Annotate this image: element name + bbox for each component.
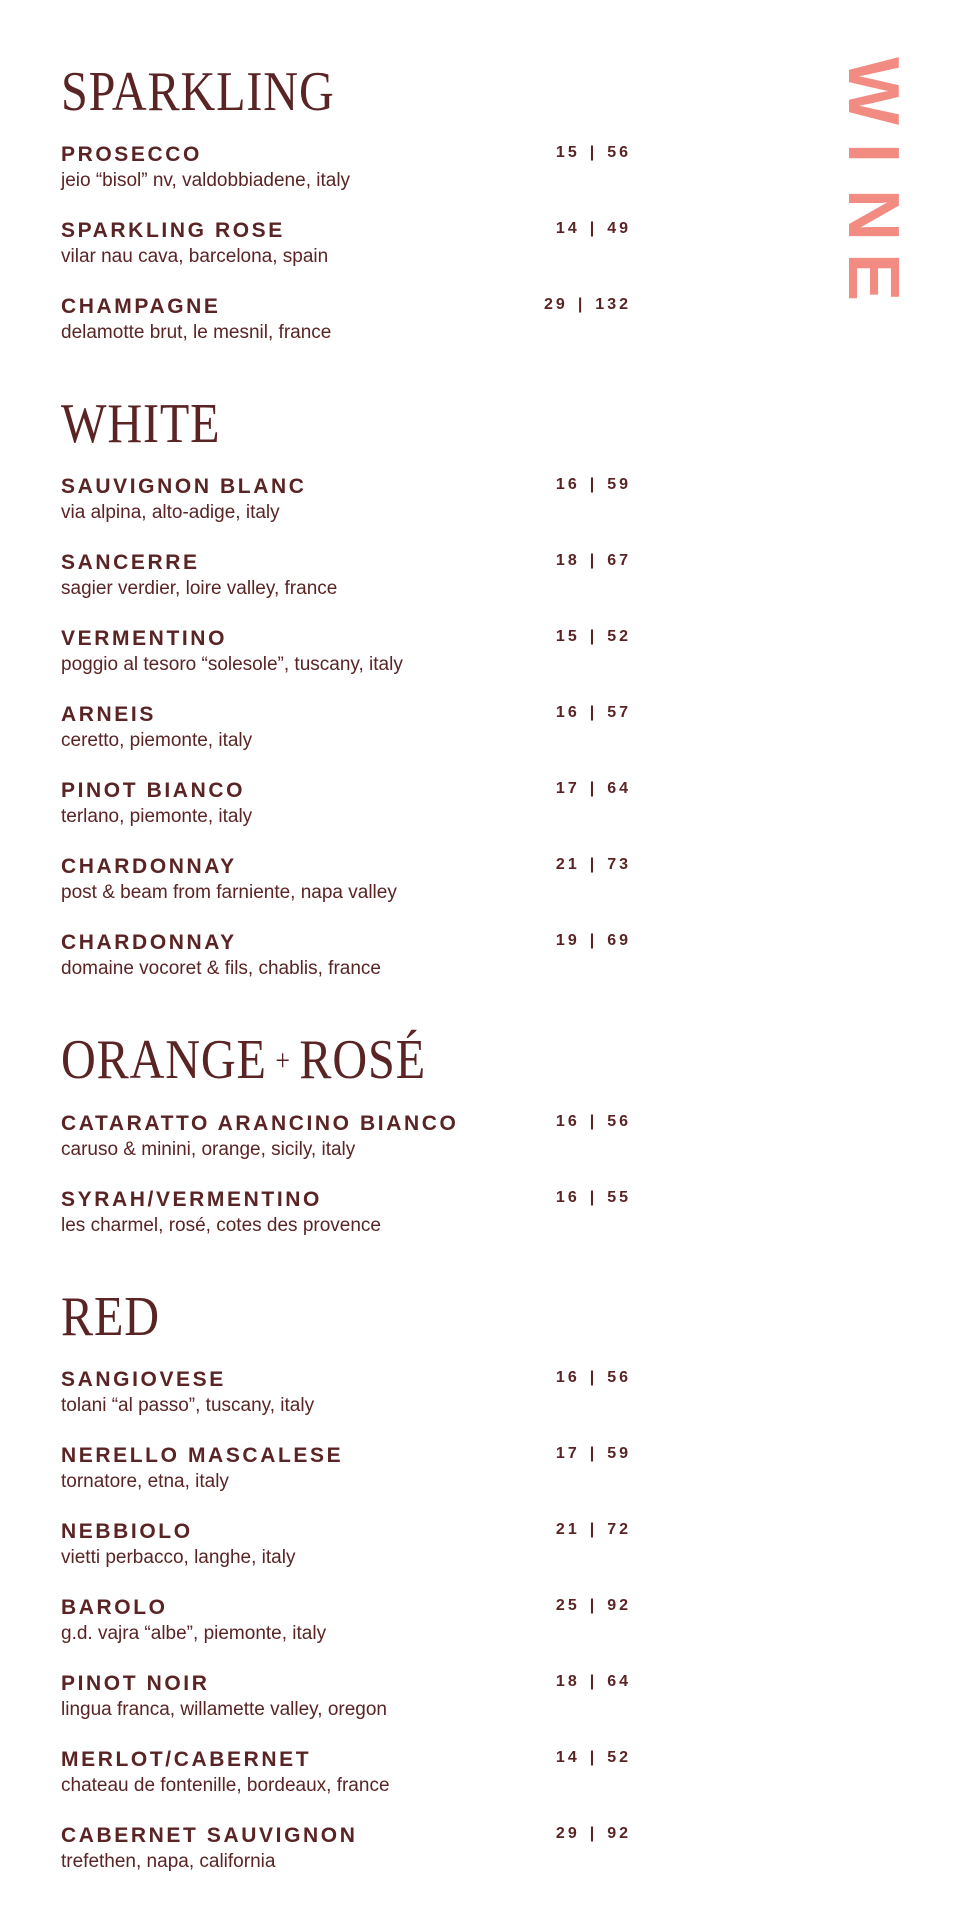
- price-separator: |: [589, 1521, 598, 1538]
- glass-price: 16: [555, 1189, 580, 1206]
- wine-item: [61, 142, 631, 198]
- wine-description: vilar nau cava, barcelona, spain: [61, 246, 329, 267]
- wine-description: post & beam from farniente, napa valley: [61, 882, 397, 903]
- glass-price: 25: [555, 1597, 580, 1614]
- menu-section: [61, 1028, 631, 1243]
- wine-name: SANGIOVESE: [61, 1368, 226, 1391]
- price-separator: |: [589, 1749, 598, 1766]
- bottle-price: 64: [607, 780, 631, 797]
- wine-price: [556, 1189, 631, 1207]
- glass-price: 14: [555, 220, 580, 237]
- section-title: [61, 1028, 551, 1093]
- wine-price: [556, 628, 631, 646]
- bottle-price: 56: [607, 1369, 631, 1386]
- bottle-price: 49: [607, 220, 631, 237]
- glass-price: 29: [555, 1825, 580, 1842]
- glass-price: 15: [555, 144, 580, 161]
- wine-name: SPARKLING ROSE: [61, 219, 285, 242]
- wine-price: [556, 1597, 631, 1615]
- section-title: [61, 392, 551, 456]
- price-separator: |: [577, 296, 586, 313]
- wine-description: vietti perbacco, langhe, italy: [61, 1547, 296, 1568]
- menu-section: [61, 1285, 631, 1879]
- price-separator: |: [589, 1369, 598, 1386]
- section-title-plus: +: [275, 1044, 291, 1077]
- wine-item: [61, 778, 631, 834]
- wine-name: ARNEIS: [61, 703, 156, 726]
- wine-item: [61, 1823, 631, 1879]
- bottle-price: 69: [607, 932, 631, 949]
- price-separator: |: [589, 476, 598, 493]
- wine-name: SYRAH/VERMENTINO: [61, 1188, 322, 1211]
- bottle-price: 72: [607, 1521, 631, 1538]
- wine-price: [556, 780, 631, 798]
- price-separator: |: [589, 628, 598, 645]
- price-separator: |: [589, 704, 598, 721]
- wine-name: CATARATTO ARANCINO BIANCO: [61, 1112, 459, 1135]
- bottle-price: 73: [607, 856, 631, 873]
- bottle-price: 56: [607, 1113, 631, 1130]
- glass-price: 14: [555, 1749, 580, 1766]
- wine-price: [544, 296, 631, 314]
- wine-item: [61, 1443, 631, 1499]
- wine-name: CHARDONNAY: [61, 931, 237, 954]
- bottle-price: 59: [607, 1445, 631, 1462]
- wine-description: ceretto, piemonte, italy: [61, 730, 253, 751]
- wine-price: [556, 1749, 631, 1767]
- wine-description: jeio “bisol” nv, valdobbiadene, italy: [61, 170, 351, 191]
- price-separator: |: [589, 220, 598, 237]
- wine-description: delamotte brut, le mesnil, france: [61, 322, 332, 343]
- wine-price: [556, 144, 631, 162]
- wine-item: [61, 1519, 631, 1575]
- wine-price: [556, 856, 631, 874]
- glass-price: 21: [555, 856, 580, 873]
- wine-item: [61, 1595, 631, 1651]
- wine-description: tornatore, etna, italy: [61, 1471, 229, 1492]
- wine-item: [61, 854, 631, 910]
- wine-description: sagier verdier, loire valley, france: [61, 578, 338, 599]
- wine-description: trefethen, napa, california: [61, 1851, 276, 1872]
- glass-price: 19: [555, 932, 580, 949]
- wine-item: [61, 702, 631, 758]
- glass-price: 17: [555, 780, 580, 797]
- wine-item: [61, 294, 631, 350]
- price-separator: |: [589, 780, 598, 797]
- side-title-letter: W: [833, 57, 913, 125]
- bottle-price: 92: [607, 1825, 631, 1842]
- section-title-part: ORANGE: [61, 1029, 267, 1091]
- wine-description: domaine vocoret & fils, chablis, france: [61, 958, 381, 979]
- wine-description: terlano, piemonte, italy: [61, 806, 253, 827]
- wine-description: via alpina, alto-adige, italy: [61, 502, 280, 523]
- side-title-letter: E: [833, 252, 913, 302]
- wine-name: CHAMPAGNE: [61, 295, 221, 318]
- glass-price: 15: [555, 628, 580, 645]
- price-separator: |: [589, 856, 598, 873]
- wine-price: [556, 476, 631, 494]
- wine-description: tolani “al passo”, tuscany, italy: [61, 1395, 315, 1416]
- wine-price: [556, 220, 631, 238]
- glass-price: 18: [555, 552, 580, 569]
- wine-price: [556, 552, 631, 570]
- wine-item: [61, 1671, 631, 1727]
- wine-item: [61, 1367, 631, 1423]
- wine-name: CABERNET SAUVIGNON: [61, 1824, 358, 1847]
- wine-name: SAUVIGNON BLANC: [61, 475, 307, 498]
- glass-price: 16: [555, 476, 580, 493]
- wine-description: caruso & minini, orange, sicily, italy: [61, 1139, 356, 1160]
- price-separator: |: [589, 1673, 598, 1690]
- wine-description: poggio al tesoro “solesole”, tuscany, italy: [61, 654, 403, 675]
- wine-price: [556, 1521, 631, 1539]
- section-title-part: WHITE: [61, 393, 221, 455]
- price-separator: |: [589, 1113, 598, 1130]
- wine-name: MERLOT/CABERNET: [61, 1748, 312, 1771]
- wine-name: PINOT NOIR: [61, 1672, 210, 1695]
- wine-vertical-title: [833, 57, 913, 308]
- glass-price: 29: [544, 296, 568, 313]
- wine-item: [61, 1747, 631, 1803]
- bottle-price: 59: [607, 476, 631, 493]
- side-title-letter: N: [833, 189, 913, 241]
- wine-name: PROSECCO: [61, 143, 202, 166]
- wine-name: NERELLO MASCALESE: [61, 1444, 344, 1467]
- wine-description: g.d. vajra “albe”, piemonte, italy: [61, 1623, 327, 1644]
- bottle-price: 92: [607, 1597, 631, 1614]
- wine-item: [61, 550, 631, 606]
- wine-item: [61, 1111, 631, 1167]
- price-separator: |: [589, 144, 598, 161]
- wine-item: [61, 1187, 631, 1243]
- bottle-price: 55: [607, 1189, 631, 1206]
- bottle-price: 67: [607, 552, 631, 569]
- menu-section: [61, 392, 631, 986]
- wine-name: VERMENTINO: [61, 627, 228, 650]
- section-title-part: SPARKLING: [61, 61, 335, 123]
- wine-name: NEBBIOLO: [61, 1520, 193, 1543]
- wine-price: [556, 704, 631, 722]
- price-separator: |: [589, 1189, 598, 1206]
- section-title: [61, 60, 551, 124]
- bottle-price: 52: [607, 1749, 631, 1766]
- wine-name: PINOT BIANCO: [61, 779, 246, 802]
- bottle-price: 56: [607, 144, 631, 161]
- wine-name: CHARDONNAY: [61, 855, 237, 878]
- bottle-price: 57: [607, 704, 631, 721]
- side-title-letter: I: [833, 142, 913, 163]
- wine-menu: [61, 60, 631, 1921]
- price-separator: |: [589, 1825, 598, 1842]
- wine-price: [556, 932, 631, 950]
- glass-price: 21: [555, 1521, 580, 1538]
- glass-price: 16: [555, 704, 580, 721]
- price-separator: |: [589, 932, 598, 949]
- section-title-part: ROSÉ: [299, 1029, 426, 1091]
- wine-description: les charmel, rosé, cotes des provence: [61, 1215, 381, 1236]
- menu-section: [61, 60, 631, 350]
- glass-price: 16: [555, 1369, 580, 1386]
- wine-price: [556, 1673, 631, 1691]
- wine-name: SANCERRE: [61, 551, 200, 574]
- wine-price: [556, 1825, 631, 1843]
- wine-price: [556, 1369, 631, 1387]
- price-separator: |: [589, 552, 598, 569]
- section-title-part: RED: [61, 1286, 160, 1348]
- wine-price: [556, 1445, 631, 1463]
- section-title: [61, 1285, 551, 1349]
- wine-description: lingua franca, willamette valley, oregon: [61, 1699, 387, 1720]
- bottle-price: 132: [595, 296, 631, 313]
- glass-price: 16: [555, 1113, 580, 1130]
- wine-price: [556, 1113, 631, 1131]
- wine-name: BAROLO: [61, 1596, 168, 1619]
- bottle-price: 52: [607, 628, 631, 645]
- glass-price: 17: [555, 1445, 580, 1462]
- wine-description: chateau de fontenille, bordeaux, france: [61, 1775, 390, 1796]
- wine-item: [61, 626, 631, 682]
- wine-item: [61, 474, 631, 530]
- price-separator: |: [589, 1597, 598, 1614]
- price-separator: |: [589, 1445, 598, 1462]
- bottle-price: 64: [607, 1673, 631, 1690]
- glass-price: 18: [555, 1673, 580, 1690]
- wine-item: [61, 930, 631, 986]
- wine-item: [61, 218, 631, 274]
